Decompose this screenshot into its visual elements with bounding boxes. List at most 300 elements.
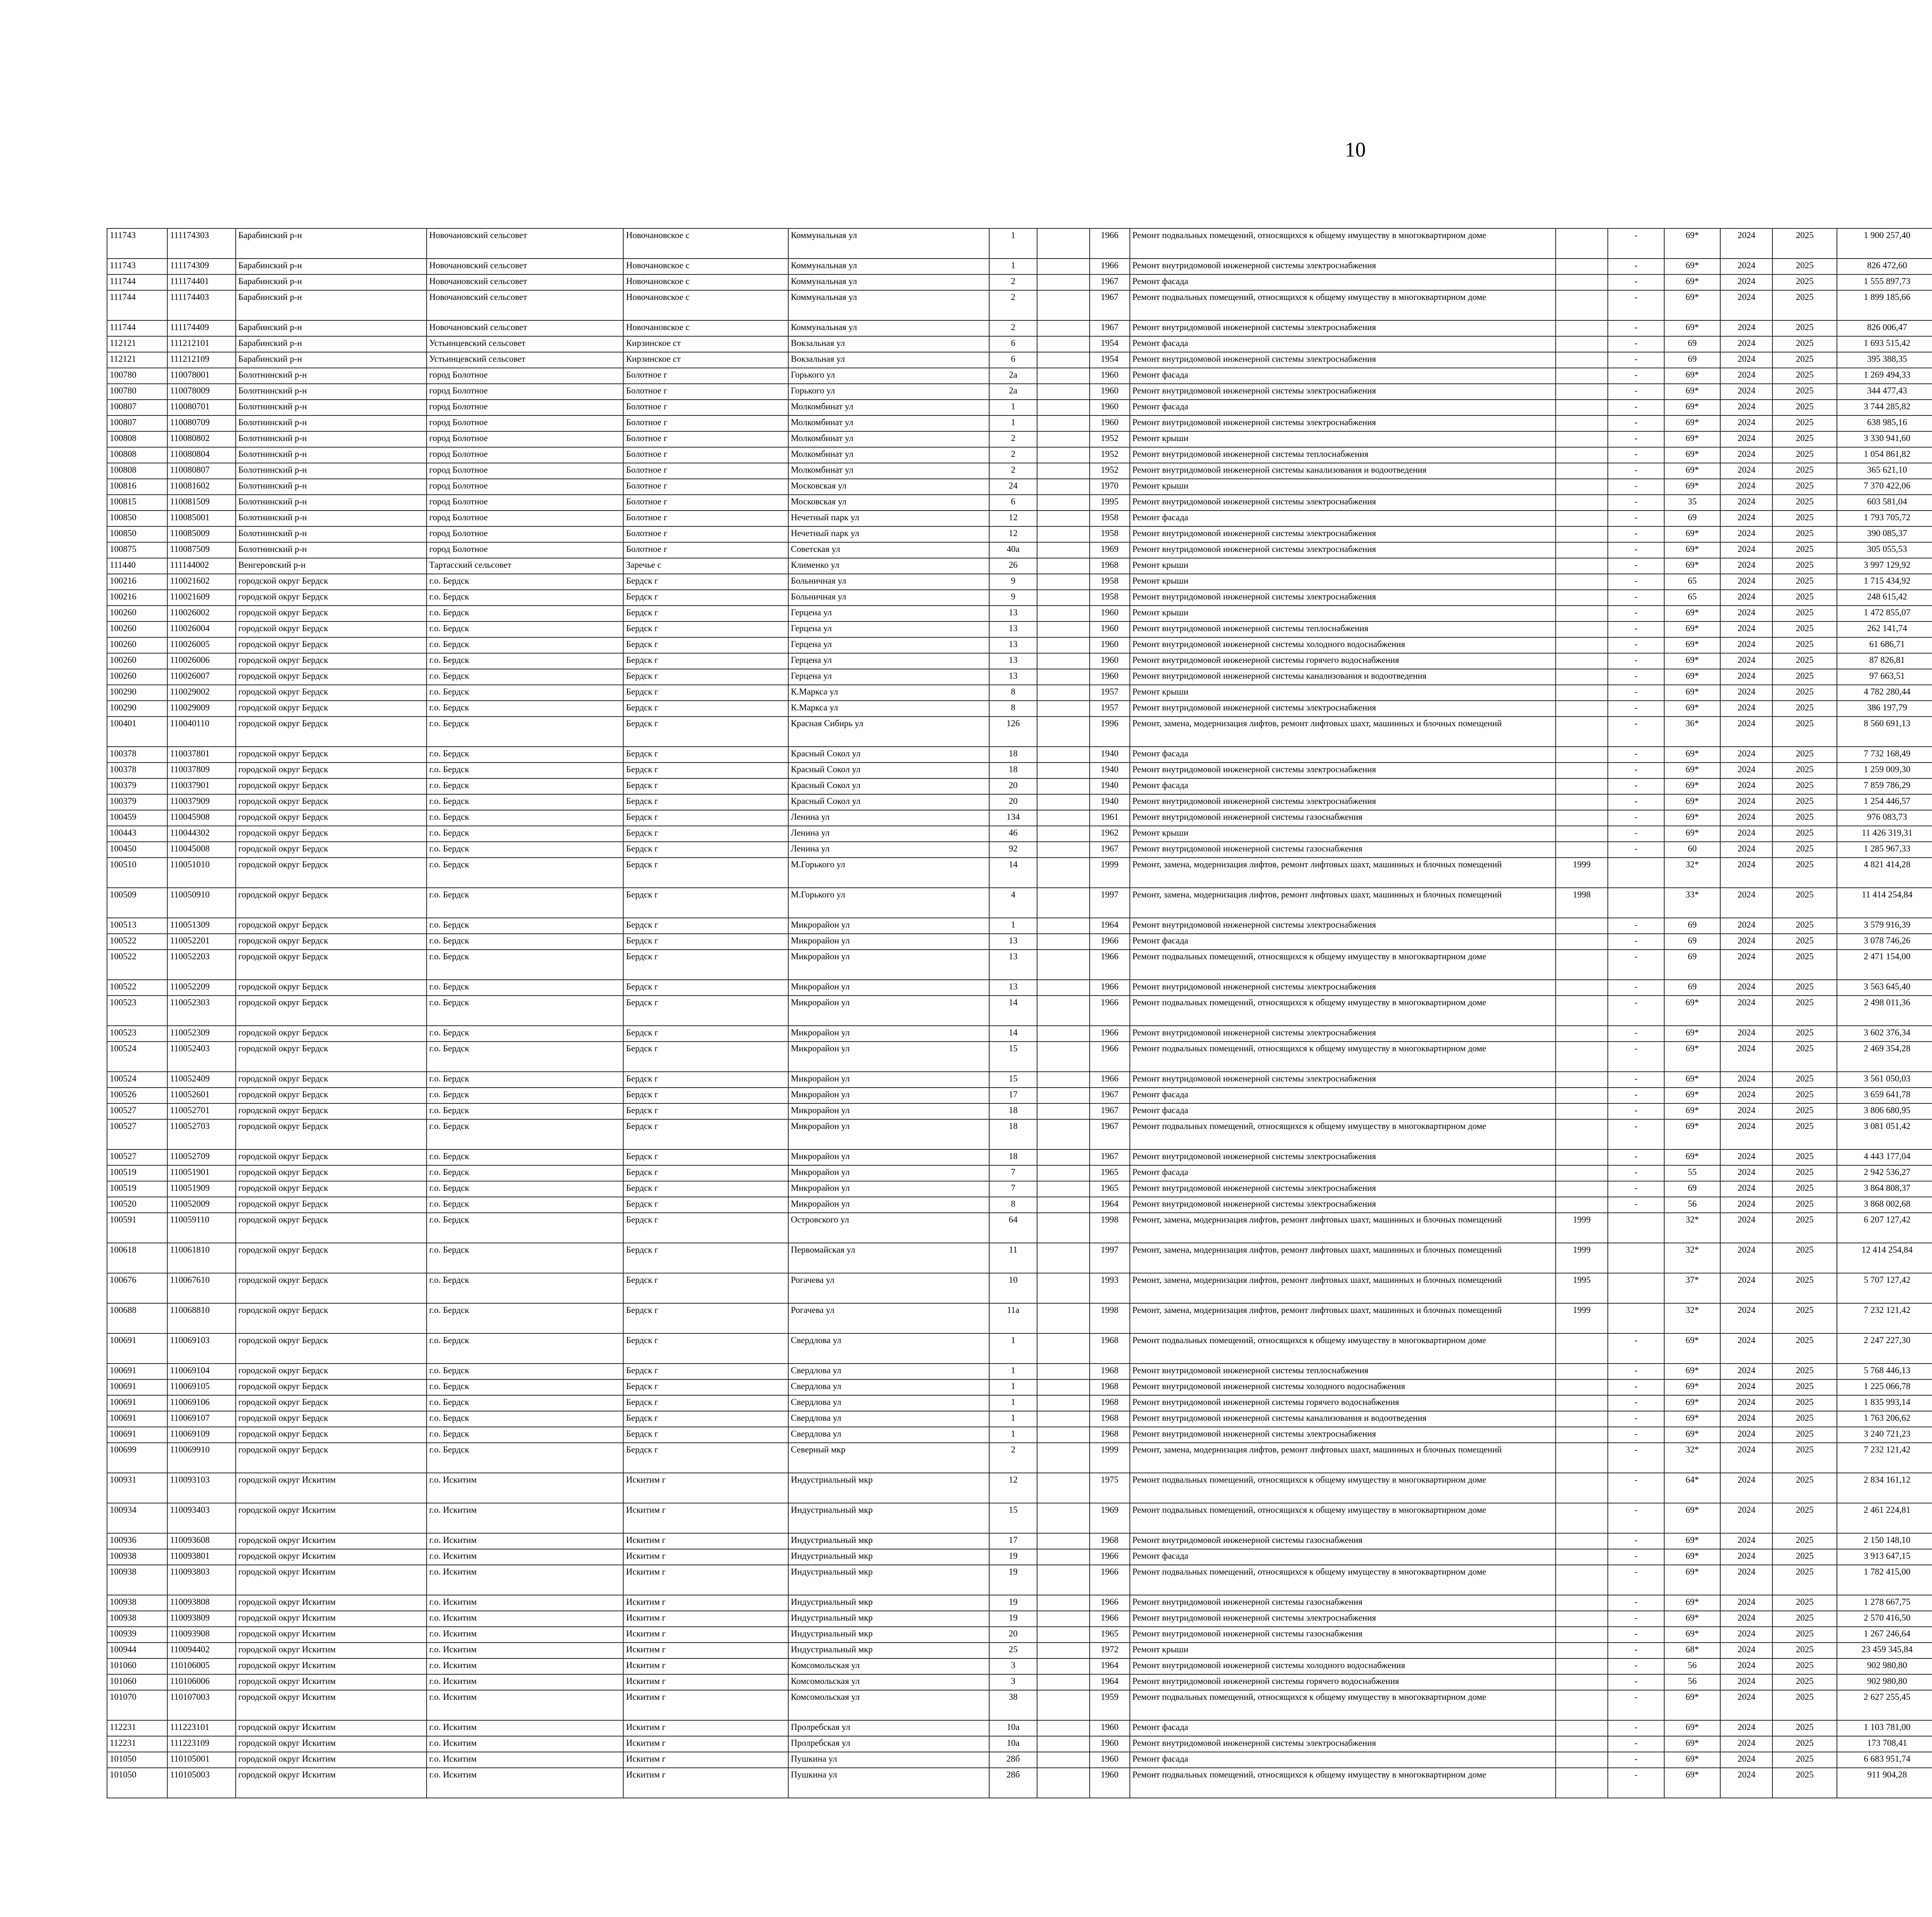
cost-total-cell: 5 707 127,42 — [1837, 1273, 1932, 1303]
work-code-cell: 110037901 — [167, 778, 236, 794]
end-year-cell: 2025 — [1772, 320, 1837, 336]
work-code-cell: 110080807 — [167, 463, 236, 479]
lift-year-cell — [1556, 669, 1608, 685]
house-number-cell: 1 — [989, 918, 1037, 934]
end-year-cell: 2025 — [1772, 1072, 1837, 1088]
end-year-cell: 2025 — [1772, 1181, 1837, 1197]
page-number: 10 — [1345, 138, 1366, 161]
lift-year-cell — [1556, 1627, 1608, 1643]
municipality-cell: г.о. Бердск — [427, 1088, 624, 1103]
end-year-cell: 2025 — [1772, 1364, 1837, 1379]
municipality-cell: г.о. Бердск — [427, 1197, 624, 1213]
work-type-cell: Ремонт внутридомовой инженерной системы газоснабжения — [1130, 1595, 1556, 1611]
table-row — [107, 1303, 1932, 1333]
district-cell: городской округ Бердск — [236, 685, 427, 701]
district-cell: городской округ Бердск — [236, 701, 427, 717]
work-type-cell: Ремонт подвальных помещений, относящихся к общему имуществу в многоквартирном доме — [1130, 1690, 1556, 1720]
house-id-cell: 100290 — [107, 701, 167, 717]
work-code-cell: 110093809 — [167, 1611, 236, 1627]
cost-total-cell: 7 232 121,42 — [1837, 1443, 1932, 1473]
wear-percent-cell: 69* — [1664, 1752, 1721, 1768]
street-cell: Молкомбинат ул — [788, 463, 989, 479]
wear-percent-cell: 69* — [1664, 542, 1721, 558]
wear-cell: - — [1608, 1103, 1664, 1119]
cost-total-cell: 1 900 257,40 — [1837, 228, 1932, 259]
locality-cell: Искитим г — [623, 1658, 788, 1674]
building-cell — [1037, 1503, 1089, 1533]
locality-cell: Новочановское с — [623, 228, 788, 259]
house-number-cell: 1 — [989, 1379, 1037, 1395]
locality-cell: Болотное г — [623, 495, 788, 511]
table-row — [107, 826, 1932, 842]
wear-percent-cell: 69* — [1664, 1503, 1721, 1533]
lift-year-cell — [1556, 653, 1608, 669]
house-id-cell: 100459 — [107, 810, 167, 826]
house-id-cell: 100216 — [107, 590, 167, 606]
district-cell: городской округ Бердск — [236, 1427, 427, 1443]
work-type-cell: Ремонт внутридомовой инженерной системы газоснабжения — [1130, 810, 1556, 826]
locality-cell: Болотное г — [623, 542, 788, 558]
cost-total-cell: 262 141,74 — [1837, 621, 1932, 637]
street-cell: Горького ул — [788, 368, 989, 384]
street-cell: Красный Сокол ул — [788, 747, 989, 763]
cost-total-cell: 1 254 446,57 — [1837, 794, 1932, 810]
district-cell: городской округ Бердск — [236, 574, 427, 590]
cost-total-cell: 3 561 050,03 — [1837, 1072, 1932, 1088]
end-year-cell: 2025 — [1772, 400, 1837, 415]
house-id-cell: 100691 — [107, 1333, 167, 1364]
build-year-cell: 1960 — [1090, 669, 1130, 685]
build-year-cell: 1960 — [1090, 1752, 1130, 1768]
start-year-cell: 2024 — [1720, 1165, 1772, 1181]
building-cell — [1037, 842, 1089, 858]
lift-year-cell — [1556, 1443, 1608, 1473]
start-year-cell: 2024 — [1720, 511, 1772, 526]
district-cell: городской округ Бердск — [236, 980, 427, 996]
end-year-cell: 2025 — [1772, 1042, 1837, 1072]
wear-cell: - — [1608, 918, 1664, 934]
cost-total-cell: 2 570 416,50 — [1837, 1611, 1932, 1627]
work-code-cell: 110093808 — [167, 1595, 236, 1611]
building-cell — [1037, 447, 1089, 463]
build-year-cell: 1968 — [1090, 1533, 1130, 1549]
work-code-cell: 110093908 — [167, 1627, 236, 1643]
cost-total-cell: 603 581,04 — [1837, 495, 1932, 511]
start-year-cell: 2024 — [1720, 888, 1772, 918]
cost-total-cell: 1 782 415,00 — [1837, 1565, 1932, 1595]
municipality-cell: Новочановский сельсовет — [427, 259, 624, 274]
start-year-cell: 2024 — [1720, 669, 1772, 685]
building-cell — [1037, 1720, 1089, 1736]
work-code-cell: 110051901 — [167, 1165, 236, 1181]
table-row — [107, 1333, 1932, 1364]
work-code-cell: 111174403 — [167, 290, 236, 320]
work-code-cell: 110069109 — [167, 1427, 236, 1443]
build-year-cell: 1998 — [1090, 1303, 1130, 1333]
build-year-cell: 1965 — [1090, 1627, 1130, 1643]
district-cell: городской округ Искитим — [236, 1768, 427, 1798]
municipality-cell: город Болотное — [427, 431, 624, 447]
street-cell: М.Горького ул — [788, 858, 989, 888]
building-cell — [1037, 574, 1089, 590]
start-year-cell: 2024 — [1720, 918, 1772, 934]
house-number-cell: 18 — [989, 1149, 1037, 1165]
start-year-cell: 2024 — [1720, 542, 1772, 558]
house-number-cell: 3 — [989, 1658, 1037, 1674]
lift-year-cell — [1556, 1103, 1608, 1119]
locality-cell: Болотное г — [623, 384, 788, 400]
lift-year-cell — [1556, 685, 1608, 701]
municipality-cell: г.о. Бердск — [427, 1243, 624, 1273]
house-number-cell: 13 — [989, 934, 1037, 950]
work-code-cell: 111223101 — [167, 1720, 236, 1736]
wear-cell: - — [1608, 1643, 1664, 1658]
street-cell: Микрорайон ул — [788, 950, 989, 980]
work-code-cell: 110026006 — [167, 653, 236, 669]
table-row — [107, 1243, 1932, 1273]
house-id-cell: 100808 — [107, 431, 167, 447]
work-code-cell: 110029009 — [167, 701, 236, 717]
build-year-cell: 1962 — [1090, 826, 1130, 842]
build-year-cell: 1995 — [1090, 495, 1130, 511]
locality-cell: Искитим г — [623, 1549, 788, 1565]
work-type-cell: Ремонт внутридомовой инженерной системы электроснабжения — [1130, 415, 1556, 431]
work-type-cell: Ремонт, замена, модернизация лифтов, ремонт лифтовых шахт, машинных и блочных помещений — [1130, 1243, 1556, 1273]
end-year-cell: 2025 — [1772, 463, 1837, 479]
table-row — [107, 320, 1932, 336]
wear-percent-cell: 65 — [1664, 590, 1721, 606]
lift-year-cell — [1556, 274, 1608, 290]
cost-total-cell: 395 388,35 — [1837, 352, 1932, 368]
locality-cell: Бердск г — [623, 1165, 788, 1181]
lift-year-cell — [1556, 606, 1608, 621]
building-cell — [1037, 1213, 1089, 1243]
start-year-cell: 2024 — [1720, 290, 1772, 320]
district-cell: городской округ Бердск — [236, 590, 427, 606]
wear-percent-cell: 60 — [1664, 842, 1721, 858]
end-year-cell: 2025 — [1772, 1119, 1837, 1149]
end-year-cell: 2025 — [1772, 1565, 1837, 1595]
build-year-cell: 1968 — [1090, 558, 1130, 574]
wear-percent-cell: 69 — [1664, 511, 1721, 526]
build-year-cell: 1998 — [1090, 1213, 1130, 1243]
locality-cell: Бердск г — [623, 1333, 788, 1364]
building-cell — [1037, 274, 1089, 290]
building-cell — [1037, 1427, 1089, 1443]
work-type-cell: Ремонт внутридомовой инженерной системы электроснабжения — [1130, 701, 1556, 717]
municipality-cell: г.о. Бердск — [427, 701, 624, 717]
municipality-cell: город Болотное — [427, 526, 624, 542]
street-cell: Красный Сокол ул — [788, 794, 989, 810]
work-type-cell: Ремонт крыши — [1130, 558, 1556, 574]
wear-cell: - — [1608, 1533, 1664, 1549]
work-code-cell: 110052403 — [167, 1042, 236, 1072]
house-number-cell: 1 — [989, 1395, 1037, 1411]
build-year-cell: 1967 — [1090, 1103, 1130, 1119]
municipality-cell: г.о. Бердск — [427, 1119, 624, 1149]
start-year-cell: 2024 — [1720, 794, 1772, 810]
house-number-cell: 1 — [989, 1364, 1037, 1379]
wear-percent-cell: 69* — [1664, 1533, 1721, 1549]
district-cell: городской округ Искитим — [236, 1611, 427, 1627]
cost-total-cell: 3 579 916,39 — [1837, 918, 1932, 934]
cost-total-cell: 3 330 941,60 — [1837, 431, 1932, 447]
locality-cell: Искитим г — [623, 1627, 788, 1643]
house-id-cell: 100523 — [107, 996, 167, 1026]
district-cell: городской округ Бердск — [236, 778, 427, 794]
house-id-cell: 100939 — [107, 1627, 167, 1643]
lift-year-cell — [1556, 747, 1608, 763]
end-year-cell: 2025 — [1772, 1720, 1837, 1736]
table-row — [107, 1503, 1932, 1533]
table-row — [107, 858, 1932, 888]
wear-percent-cell: 69* — [1664, 274, 1721, 290]
house-id-cell: 100260 — [107, 637, 167, 653]
work-type-cell: Ремонт фасада — [1130, 336, 1556, 352]
end-year-cell: 2025 — [1772, 934, 1837, 950]
table-row — [107, 1379, 1932, 1395]
building-cell — [1037, 1736, 1089, 1752]
house-id-cell: 100527 — [107, 1149, 167, 1165]
work-type-cell: Ремонт внутридомовой инженерной системы электроснабжения — [1130, 590, 1556, 606]
wear-cell: - — [1608, 431, 1664, 447]
cost-total-cell: 976 083,73 — [1837, 810, 1932, 826]
house-number-cell: 11а — [989, 1303, 1037, 1333]
end-year-cell: 2025 — [1772, 558, 1837, 574]
house-number-cell: 1 — [989, 259, 1037, 274]
street-cell: Вокзальная ул — [788, 336, 989, 352]
district-cell: Барабинский р-н — [236, 320, 427, 336]
work-code-cell: 110078001 — [167, 368, 236, 384]
table-row — [107, 934, 1932, 950]
street-cell: Вокзальная ул — [788, 352, 989, 368]
house-number-cell: 9 — [989, 590, 1037, 606]
district-cell: Болотнинский р-н — [236, 526, 427, 542]
wear-cell: - — [1608, 1197, 1664, 1213]
work-code-cell: 110052201 — [167, 934, 236, 950]
building-cell — [1037, 701, 1089, 717]
work-code-cell: 110050910 — [167, 888, 236, 918]
street-cell: Красная Сибирь ул — [788, 717, 989, 747]
table-row — [107, 511, 1932, 526]
municipality-cell: г.о. Бердск — [427, 637, 624, 653]
cost-total-cell: 6 207 127,42 — [1837, 1213, 1932, 1243]
end-year-cell: 2025 — [1772, 637, 1837, 653]
end-year-cell: 2025 — [1772, 228, 1837, 259]
start-year-cell: 2024 — [1720, 778, 1772, 794]
house-number-cell: 1 — [989, 400, 1037, 415]
street-cell: Свердлова ул — [788, 1364, 989, 1379]
building-cell — [1037, 1473, 1089, 1503]
district-cell: городской округ Бердск — [236, 888, 427, 918]
wear-percent-cell: 69* — [1664, 810, 1721, 826]
municipality-cell: г.о. Бердск — [427, 1411, 624, 1427]
cost-total-cell: 173 708,41 — [1837, 1736, 1932, 1752]
house-number-cell: 20 — [989, 1627, 1037, 1643]
work-type-cell: Ремонт крыши — [1130, 431, 1556, 447]
wear-cell: - — [1608, 1611, 1664, 1627]
locality-cell: Бердск г — [623, 637, 788, 653]
table-row — [107, 1165, 1932, 1181]
wear-cell: - — [1608, 1443, 1664, 1473]
work-type-cell: Ремонт, замена, модернизация лифтов, ремонт лифтовых шахт, машинных и блочных помещений — [1130, 1273, 1556, 1303]
table-row — [107, 637, 1932, 653]
house-number-cell: 26 — [989, 558, 1037, 574]
building-cell — [1037, 950, 1089, 980]
build-year-cell: 1997 — [1090, 888, 1130, 918]
cost-total-cell: 2 150 148,10 — [1837, 1533, 1932, 1549]
start-year-cell: 2024 — [1720, 621, 1772, 637]
building-cell — [1037, 653, 1089, 669]
work-type-cell: Ремонт, замена, модернизация лифтов, ремонт лифтовых шахт, машинных и блочных помещений — [1130, 1213, 1556, 1243]
work-type-cell: Ремонт внутридомовой инженерной системы газоснабжения — [1130, 1627, 1556, 1643]
locality-cell: Бердск г — [623, 1364, 788, 1379]
wear-percent-cell: 64* — [1664, 1473, 1721, 1503]
locality-cell: Искитим г — [623, 1752, 788, 1768]
street-cell: Микрорайон ул — [788, 1181, 989, 1197]
cost-total-cell: 2 498 011,36 — [1837, 996, 1932, 1026]
build-year-cell: 1958 — [1090, 574, 1130, 590]
work-code-cell: 110080802 — [167, 431, 236, 447]
house-number-cell: 126 — [989, 717, 1037, 747]
municipality-cell: г.о. Бердск — [427, 842, 624, 858]
municipality-cell: г.о. Бердск — [427, 810, 624, 826]
house-number-cell: 10а — [989, 1720, 1037, 1736]
house-id-cell: 111440 — [107, 558, 167, 574]
street-cell: Молкомбинат ул — [788, 431, 989, 447]
start-year-cell: 2024 — [1720, 1565, 1772, 1595]
house-number-cell: 17 — [989, 1088, 1037, 1103]
district-cell: Барабинский р-н — [236, 290, 427, 320]
street-cell: Индустриальный мкр — [788, 1565, 989, 1595]
start-year-cell: 2024 — [1720, 842, 1772, 858]
locality-cell: Искитим г — [623, 1503, 788, 1533]
locality-cell: Бердск г — [623, 1379, 788, 1395]
locality-cell: Болотное г — [623, 463, 788, 479]
locality-cell: Бердск г — [623, 794, 788, 810]
street-cell: Молкомбинат ул — [788, 447, 989, 463]
start-year-cell: 2024 — [1720, 1364, 1772, 1379]
table-row — [107, 980, 1932, 996]
lift-year-cell — [1556, 1181, 1608, 1197]
house-number-cell: 40а — [989, 542, 1037, 558]
wear-cell: - — [1608, 1768, 1664, 1798]
start-year-cell: 2024 — [1720, 950, 1772, 980]
build-year-cell: 1968 — [1090, 1333, 1130, 1364]
building-cell — [1037, 368, 1089, 384]
build-year-cell: 1957 — [1090, 685, 1130, 701]
street-cell: Комсомольская ул — [788, 1674, 989, 1690]
building-cell — [1037, 526, 1089, 542]
lift-year-cell — [1556, 415, 1608, 431]
locality-cell: Новочановское с — [623, 259, 788, 274]
district-cell: городской округ Бердск — [236, 842, 427, 858]
cost-total-cell: 12 414 254,84 — [1837, 1243, 1932, 1273]
lift-year-cell — [1556, 431, 1608, 447]
cost-total-cell: 1 899 185,66 — [1837, 290, 1932, 320]
work-code-cell: 110080709 — [167, 415, 236, 431]
municipality-cell: Новочановский сельсовет — [427, 290, 624, 320]
house-number-cell: 6 — [989, 495, 1037, 511]
municipality-cell: Устьинцевский сельсовет — [427, 336, 624, 352]
work-code-cell: 110087509 — [167, 542, 236, 558]
start-year-cell: 2024 — [1720, 447, 1772, 463]
house-number-cell: 13 — [989, 606, 1037, 621]
cost-total-cell: 1 269 494,33 — [1837, 368, 1932, 384]
lift-year-cell — [1556, 1736, 1608, 1752]
work-type-cell: Ремонт подвальных помещений, относящихся к общему имуществу в многоквартирном доме — [1130, 228, 1556, 259]
end-year-cell: 2025 — [1772, 996, 1837, 1026]
end-year-cell: 2025 — [1772, 336, 1837, 352]
street-cell: Пролребская ул — [788, 1720, 989, 1736]
building-cell — [1037, 228, 1089, 259]
start-year-cell: 2024 — [1720, 1243, 1772, 1273]
wear-percent-cell: 69* — [1664, 1088, 1721, 1103]
building-cell — [1037, 1379, 1089, 1395]
wear-percent-cell: 56 — [1664, 1674, 1721, 1690]
building-cell — [1037, 558, 1089, 574]
wear-percent-cell: 55 — [1664, 1165, 1721, 1181]
house-id-cell: 100520 — [107, 1197, 167, 1213]
work-code-cell: 111174409 — [167, 320, 236, 336]
municipality-cell: г.о. Бердск — [427, 1379, 624, 1395]
lift-year-cell — [1556, 794, 1608, 810]
district-cell: Болотнинский р-н — [236, 368, 427, 384]
work-code-cell: 110052601 — [167, 1088, 236, 1103]
district-cell: Барабинский р-н — [236, 352, 427, 368]
cost-total-cell: 5 768 446,13 — [1837, 1364, 1932, 1379]
lift-year-cell — [1556, 934, 1608, 950]
house-id-cell: 100513 — [107, 918, 167, 934]
table-row — [107, 996, 1932, 1026]
work-code-cell: 111174401 — [167, 274, 236, 290]
house-id-cell: 100260 — [107, 669, 167, 685]
end-year-cell: 2025 — [1772, 1752, 1837, 1768]
work-type-cell: Ремонт подвальных помещений, относящихся к общему имуществу в многоквартирном доме — [1130, 1565, 1556, 1595]
lift-year-cell — [1556, 368, 1608, 384]
wear-percent-cell: 69* — [1664, 794, 1721, 810]
house-number-cell: 19 — [989, 1549, 1037, 1565]
end-year-cell: 2025 — [1772, 1533, 1837, 1549]
district-cell: Болотнинский р-н — [236, 463, 427, 479]
locality-cell: Бердск г — [623, 1119, 788, 1149]
locality-cell: Новочановское с — [623, 274, 788, 290]
municipality-cell: г.о. Бердск — [427, 669, 624, 685]
work-type-cell: Ремонт внутридомовой инженерной системы электроснабжения — [1130, 1611, 1556, 1627]
work-type-cell: Ремонт внутридомовой инженерной системы электроснабжения — [1130, 1072, 1556, 1088]
municipality-cell: г.о. Бердск — [427, 717, 624, 747]
municipality-cell: г.о. Бердск — [427, 858, 624, 888]
house-id-cell: 101060 — [107, 1674, 167, 1690]
building-cell — [1037, 606, 1089, 621]
locality-cell: Бердск г — [623, 1243, 788, 1273]
work-type-cell: Ремонт фасада — [1130, 1720, 1556, 1736]
house-number-cell: 12 — [989, 1473, 1037, 1503]
locality-cell: Бердск г — [623, 717, 788, 747]
building-cell — [1037, 1364, 1089, 1379]
wear-cell: - — [1608, 794, 1664, 810]
work-code-cell: 110052303 — [167, 996, 236, 1026]
cost-total-cell: 3 240 721,23 — [1837, 1427, 1932, 1443]
building-cell — [1037, 415, 1089, 431]
building-cell — [1037, 888, 1089, 918]
table-row — [107, 1072, 1932, 1088]
lift-year-cell — [1556, 1658, 1608, 1674]
wear-percent-cell: 69* — [1664, 1565, 1721, 1595]
end-year-cell: 2025 — [1772, 1595, 1837, 1611]
start-year-cell: 2024 — [1720, 1503, 1772, 1533]
district-cell: городской округ Бердск — [236, 1103, 427, 1119]
